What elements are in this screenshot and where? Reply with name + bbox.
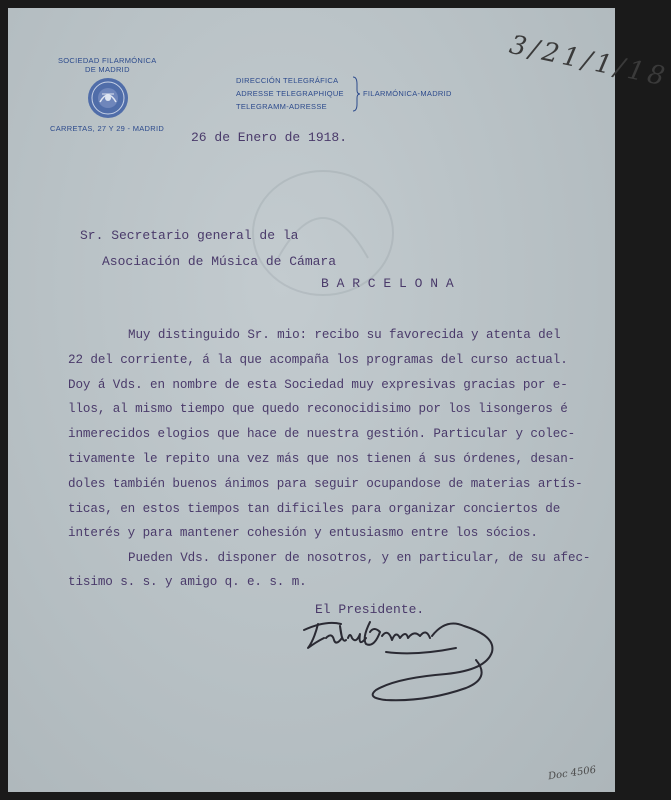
body-line: Doy á Vds. en nombre de esta Sociedad muy expresivas gracias por e- xyxy=(68,378,568,392)
telegraph-label-de: TELEGRAMM-ADRESSE xyxy=(236,102,327,111)
body-line: inmerecidos elogios que hace de nuestra gestión. Particular y colec- xyxy=(68,427,576,441)
archive-stamp: Doc 4506 xyxy=(547,764,597,783)
body-line: ticas, en estos tiempos tan dificiles para organizar conciertos de xyxy=(68,502,561,516)
telegraph-address: FILARMÓNICA-MADRID xyxy=(363,89,452,98)
recipient-line2: Asociación de Música de Cámara xyxy=(102,254,337,269)
letter-page xyxy=(8,8,671,792)
recipient-line1: Sr. Secretario general de la xyxy=(80,228,299,243)
body-line: interés y para mantener cohesión y entusiasmo entre los sócios. xyxy=(68,526,538,540)
handwritten-archive-date: 3/21/1/18 xyxy=(506,30,671,93)
seal-emblem xyxy=(86,76,130,120)
body-line: doles también buenos ánimos para seguir ocupandose de materias artís- xyxy=(68,477,583,491)
body-line: tisimo s. s. y amigo q. e. s. m. xyxy=(68,575,307,589)
telegraph-label-fr: ADRESSE TELEGRAPHIQUE xyxy=(236,89,344,98)
signature xyxy=(296,608,506,703)
org-name-line1: SOCIEDAD FILARMÓNICA xyxy=(58,56,157,65)
body-line: llos, al mismo tiempo que quedo reconocidisimo por los lisongeros é xyxy=(68,402,568,416)
letter-date: 26 de Enero de 1918. xyxy=(191,130,348,145)
telegraph-label-es: DIRECCIÓN TELEGRÁFICA xyxy=(236,76,339,85)
body-line: 22 del corriente, á la que acompaña los programas del curso actual. xyxy=(68,353,568,367)
telegraph-brace xyxy=(351,76,361,117)
body-line: Muy distinguido Sr. mio: recibo su favorecida y atenta del xyxy=(128,328,561,342)
body-line: Pueden Vds. disponer de nosotros, y en particular, de su afec- xyxy=(128,551,591,565)
recipient-city: B A R C E L O N A xyxy=(321,276,454,291)
org-address: CARRETAS, 27 Y 29 - MADRID xyxy=(50,124,165,133)
body-line: tivamente le repito una vez más que nos tienen á sus órdenes, desan- xyxy=(68,452,576,466)
closing-title: El Presidente. xyxy=(315,602,425,617)
org-name-line2: DE MADRID xyxy=(85,65,130,74)
